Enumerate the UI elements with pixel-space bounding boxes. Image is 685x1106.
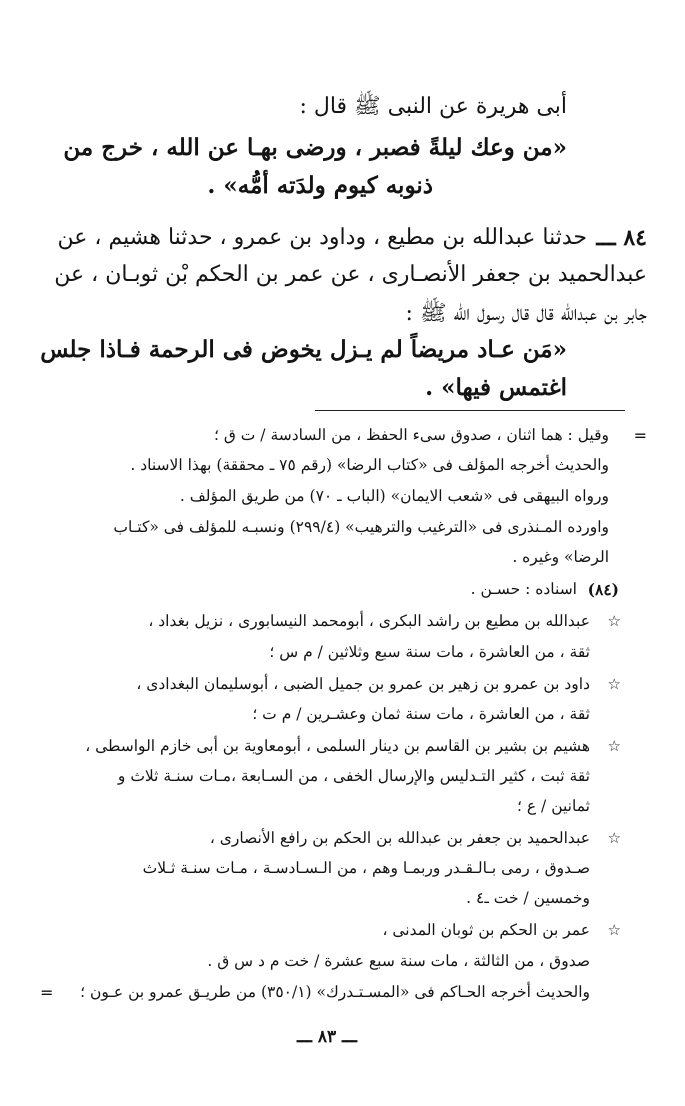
intro-line: أبى هريرة عن النبى ﷺ قال : xyxy=(299,94,567,119)
closing-mark: = xyxy=(40,983,54,1002)
narrator-3-line-1: هشيم بن بشير بن القاسم بن دينار السلمى ، أبومعاوية بن أبى خازم الواسطى ، xyxy=(85,737,590,755)
star-icon: ☆ xyxy=(607,675,621,693)
star-icon: ☆ xyxy=(607,737,621,755)
footnote-cont-line-5: الرضا» وغيره . xyxy=(512,548,609,566)
note-84-grade: اسناده : حسـن . xyxy=(470,580,577,598)
closing-line: والحديث أخرجه الحـاكم فى «المسـتـدرك» (٣٥٠/١) من طريـق عمرو بن عـون ؛ xyxy=(80,983,590,1001)
footnote-cont-line-1: وقيل : هما اثنان ، صدوق سىء الحفظ ، من السادسة / ت ق ؛ xyxy=(213,426,609,444)
narrator-1-line-1: عبدالله بن مطيع بن راشد البكرى ، أبومحمد النيسابورى ، نزيل بغداد ، xyxy=(148,612,590,630)
isnad-84-line-1: حدثنا عبدالله بن مطيع ، وداود بن عمرو ، حدثنا هشيم ، عن xyxy=(57,225,587,250)
continuation-mark: = xyxy=(633,426,647,445)
narrator-3-line-2: ثقة ثبت ، كثير التـدليس والإرسال الخفى ، من السـابعة ،مـات سنـة ثلاث و xyxy=(117,767,590,785)
narrator-4-line-2: صـدوق ، رمى بـالـقـدر وربمـا وهم ، من الـسـادسـة ، مـات سنـة ثـلاث xyxy=(142,859,590,877)
matn-84-line-2: اغتمس فيها» . xyxy=(425,374,567,401)
star-icon: ☆ xyxy=(607,921,621,939)
note-84-label: (٨٤) xyxy=(587,580,619,599)
page-number: ـــ ٨٣ ـــ xyxy=(297,1027,358,1047)
star-icon: ☆ xyxy=(607,612,621,630)
isnad-84-line-3: جابر بن عبدالله قال قال رسول الله ﷺ : xyxy=(405,301,647,326)
narrator-2-line-1: داود بن عمرو بن زهير بن عمرو بن جميل الضبى ، أبوسليمان البغدادى ، xyxy=(136,675,590,693)
narrator-1-line-2: ثقة ، من العاشرة ، مات سنة سبع وثلاثين / م س ؛ xyxy=(269,643,590,661)
narrator-4-line-3: وخمسين / خت ـ٤ . xyxy=(466,889,590,907)
star-icon: ☆ xyxy=(607,829,621,847)
isnad-84-line-2: عبدالحميد بن جعفر الأنصـارى ، عن عمر بن الحكم بْن ثوبـان ، عن xyxy=(54,262,647,287)
hadith-83-line-1: «من وعك ليلةً فصبر ، ورضى بهـا عن الله ، خرج من xyxy=(63,134,567,161)
narrator-2-line-2: ثقة ، من العاشرة ، مات سنة ثمان وعشـرين / م ت ؛ xyxy=(252,705,590,723)
hadith-83-line-2: ذنوبه كيوم ولدَته أمُّه» . xyxy=(207,172,433,199)
narrator-3-line-3: ثمانين / ع ؛ xyxy=(517,797,590,815)
narrator-4-line-1: عبدالحميد بن جعفر بن عبدالله بن الحكم بن رافع الأنصارى ، xyxy=(209,829,590,847)
footnote-cont-line-2: والحديث أخرجه المؤلف فى «كتاب الرضا» (رقم ٧٥ ـ محققة) بهذا الاسناد . xyxy=(130,456,609,474)
footnote-cont-line-3: ورواه البيهقى فى «شعب الايمان» (الباب ـ ٧٠) من طريق المؤلف . xyxy=(179,487,609,505)
narrator-5-line-1: عمر بن الحكم بن ثوبان المدنى ، xyxy=(382,921,590,939)
footnote-cont-line-4: واورده المـنذرى فى «الترغيب والترهيب» (٢٩٩/٤) ونسبـه للمؤلف فى «كتـاب xyxy=(113,518,609,536)
matn-84-line-1: «مَن عـاد مريضاً لم يـزل يخوض فى الرحمة فـاذا جلس xyxy=(40,336,567,363)
narrator-5-line-2: صدوق ، من الثالثة ، مات سنة سبع عشرة / خت م د س ق . xyxy=(207,952,590,970)
hadith-84-number: ٨٤ ـــ xyxy=(596,225,647,251)
footnote-separator xyxy=(315,410,625,411)
